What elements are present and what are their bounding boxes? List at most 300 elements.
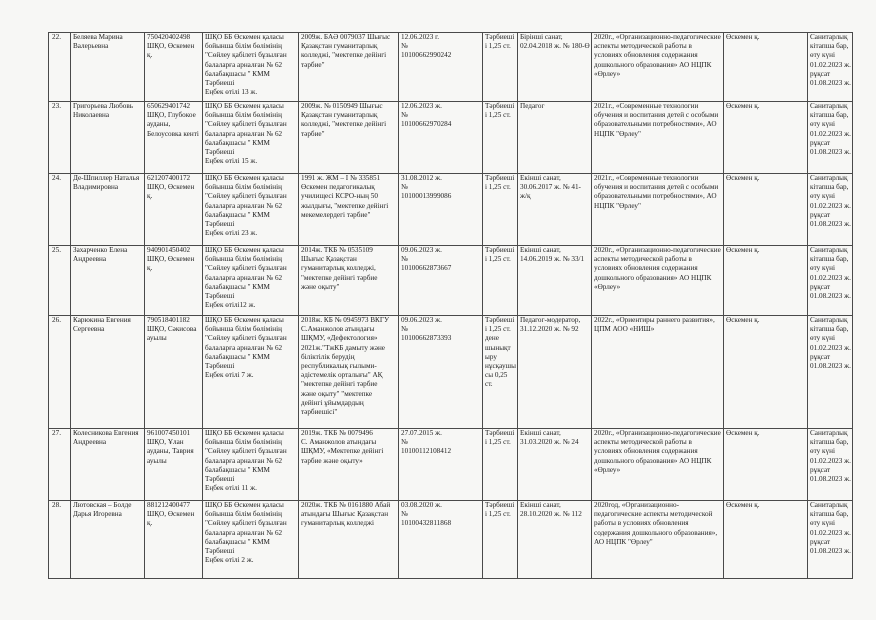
iin-address-cell bbox=[145, 316, 203, 429]
workplace-position-line: балабақшасы " КММ bbox=[205, 537, 270, 546]
education-diploma-line: училищесі КСРО-ның 50 bbox=[301, 192, 378, 201]
education-diploma-line: және оқыту" "мектепке bbox=[301, 389, 373, 398]
training-courses-cell bbox=[592, 501, 724, 579]
workplace-position-line: Еңбек өтілі 13 ж. bbox=[205, 88, 258, 97]
qualification-category-line: 30.06.2017 ж. № 41- bbox=[520, 183, 581, 192]
workplace-position-line: балабақшасы " КММ bbox=[205, 352, 270, 361]
workplace-position-line: бойынша білім бөлімінің bbox=[205, 510, 282, 519]
position-rate-line: і 1,25 ст. bbox=[485, 510, 511, 519]
education-diploma-line: тәрбие" bbox=[301, 60, 325, 69]
city-cell bbox=[724, 246, 808, 316]
workplace-position-line: Еңбек өтілі 23 ж. bbox=[205, 229, 258, 238]
training-courses-line: НЦПК "Өрлеу" bbox=[594, 129, 641, 138]
certificate-line: 10100432811868 bbox=[401, 519, 452, 528]
education-diploma-line: колледжі, "мектепке дейінгі bbox=[301, 51, 387, 60]
sanitary-record-line: Санитарлық bbox=[810, 33, 848, 41]
certificate-line: 10100013999086 bbox=[401, 192, 452, 201]
education-diploma-line: тәрбиешісі" bbox=[301, 408, 338, 417]
training-courses-line: условиях обновления содержания bbox=[594, 447, 698, 456]
training-courses-line: «Өрлеу» bbox=[594, 465, 621, 474]
employee-name-text: Де-Шпиллер Наталья Владимировна bbox=[73, 174, 140, 192]
employee-name-cell bbox=[71, 102, 145, 174]
certificate-line: 10100112108412 bbox=[401, 447, 452, 456]
iin-address-text: 790518401182 ШҚО, Сәкисова ауылы bbox=[147, 316, 197, 343]
education-diploma-line: Қазақстан гуманитарлық bbox=[301, 111, 378, 120]
position-rate-cell bbox=[483, 316, 518, 429]
sanitary-record-cell bbox=[808, 501, 853, 579]
position-rate-line: і 1,25 ст. bbox=[485, 111, 511, 120]
employee-name-text: Лютовская – Болде Дарья Игоревна bbox=[73, 501, 132, 519]
certificate-cell bbox=[399, 102, 483, 174]
workplace-position-cell bbox=[203, 102, 299, 174]
training-courses-line: ЦПМ АОО «НИШ» bbox=[594, 325, 655, 334]
workplace-position-line: балаларға арналған № 62 bbox=[205, 343, 283, 352]
workplace-position-line: "Сөйлеу қабілеті бұзылған bbox=[205, 51, 287, 60]
training-courses-line: аспекты методической работы в bbox=[594, 255, 692, 264]
training-courses-line: обучения и воспитания детей с особыми bbox=[594, 183, 719, 192]
education-diploma-line: біліктілік берудің bbox=[301, 352, 355, 361]
position-rate-line: Тәрбиеші bbox=[485, 316, 515, 324]
sanitary-record-line: өту күні bbox=[810, 334, 835, 343]
sanitary-record-line: рұқсат bbox=[810, 69, 831, 78]
workplace-position-line: "Сөйлеу қабілеті бұзылған bbox=[205, 264, 287, 273]
workplace-position-line: балаларға арналған № 62 bbox=[205, 129, 283, 138]
row-number-cell bbox=[49, 33, 71, 102]
education-diploma-line: жылдығы, "мектепке дейінгі bbox=[301, 201, 389, 210]
training-courses-line: 2020г., «Организационно-педагогические bbox=[594, 429, 721, 437]
workplace-position-line: бойынша білім бөлімінің bbox=[205, 42, 282, 51]
qualification-category-cell bbox=[518, 429, 592, 501]
workplace-position-line: ШҚО ББ Өскемен қаласы bbox=[205, 501, 284, 509]
workplace-position-line: "Сөйлеу қабілеті бұзылған bbox=[205, 192, 287, 201]
sanitary-record-line: 01.08.2023 ж. bbox=[810, 220, 851, 229]
certificate-line: 27.07.2015 ж. bbox=[401, 429, 442, 437]
certificate-cell bbox=[399, 246, 483, 316]
qualification-category-line: Педагог-модератор, bbox=[520, 316, 581, 324]
employee-name-cell bbox=[71, 246, 145, 316]
certificate-line: № bbox=[401, 111, 408, 120]
education-diploma-cell bbox=[299, 33, 399, 102]
row-number-cell bbox=[49, 501, 71, 579]
row-number-cell bbox=[49, 246, 71, 316]
sanitary-record-cell bbox=[808, 316, 853, 429]
iin-address-text: 621207400172 ШҚО, Өскемен қ. bbox=[147, 174, 195, 201]
table-row bbox=[49, 102, 853, 174]
training-courses-line: 2021г., «Современные технологии bbox=[594, 174, 699, 182]
sanitary-record-line: кітапша бар, bbox=[810, 255, 849, 264]
employee-name-cell bbox=[71, 316, 145, 429]
sanitary-record-line: 01.08.2023 ж. bbox=[810, 148, 851, 157]
position-rate-line: дене bbox=[485, 334, 499, 343]
qualification-category-cell bbox=[518, 316, 592, 429]
qualification-category-line: 31.12.2020 ж. № 92 bbox=[520, 325, 579, 334]
employee-name-text: Карюкина Евгения Сергеевна bbox=[73, 316, 131, 334]
training-courses-line: содержания дошкольного образования», bbox=[594, 528, 718, 537]
education-diploma-line: гуманитарлық колледжі, bbox=[301, 264, 376, 273]
sanitary-record-line: 01.02.2023 ж. bbox=[810, 528, 851, 537]
education-diploma-line: және оқыту" bbox=[301, 282, 340, 291]
sanitary-record-line: 01.08.2023 ж. bbox=[810, 292, 851, 301]
training-courses-cell bbox=[592, 174, 724, 246]
qualification-category-line: Педагог bbox=[520, 102, 545, 110]
education-diploma-line: Қазақстан гуманитарлық bbox=[301, 42, 378, 51]
sanitary-record-cell bbox=[808, 174, 853, 246]
table-row bbox=[49, 316, 853, 429]
sanitary-record-line: 01.08.2023 ж. bbox=[810, 475, 851, 484]
workplace-position-line: балаларға арналған № 62 bbox=[205, 201, 283, 210]
certificate-line: 09.06.2023 ж. bbox=[401, 246, 442, 254]
qualification-category-line: 28.10.2020 ж. № 112 bbox=[520, 510, 582, 519]
training-courses-line: 2022г., «Ориентиры раннего развития», bbox=[594, 316, 715, 324]
education-diploma-line: 2018ж. КБ № 0945973 ВКГУ bbox=[301, 316, 390, 324]
education-diploma-line: "мектепке дейінгі тәрбие bbox=[301, 273, 378, 282]
position-rate-cell bbox=[483, 246, 518, 316]
position-rate-line: і 1,25 ст. bbox=[485, 438, 511, 447]
workplace-position-line: ШҚО ББ Өскемен қаласы bbox=[205, 429, 284, 437]
iin-address-cell bbox=[145, 174, 203, 246]
workplace-position-cell bbox=[203, 316, 299, 429]
qualification-category-cell bbox=[518, 174, 592, 246]
sanitary-record-line: 01.02.2023 ж. bbox=[810, 129, 851, 138]
iin-address-text: 750420402498 ШҚО, Өскемен қ. bbox=[147, 33, 195, 60]
sanitary-record-cell bbox=[808, 246, 853, 316]
city-cell bbox=[724, 174, 808, 246]
workplace-position-line: балабақшасы " КММ bbox=[205, 465, 270, 474]
employee-name-cell bbox=[71, 174, 145, 246]
workplace-position-line: бойынша білім бөлімінің bbox=[205, 111, 282, 120]
sanitary-record-line: 01.02.2023 ж. bbox=[810, 456, 851, 465]
table-row bbox=[49, 246, 853, 316]
qualification-category-line: Екінші санат, bbox=[520, 501, 561, 509]
sanitary-record-line: 01.08.2023 ж. bbox=[810, 547, 851, 556]
workplace-position-line: Еңбек өтілі 2 ж. bbox=[205, 556, 254, 565]
training-courses-line: образовательными потребностями», АО bbox=[594, 192, 717, 201]
sanitary-record-line: рұқсат bbox=[810, 465, 831, 474]
sanitary-record-line: өту күні bbox=[810, 192, 835, 201]
sanitary-record-line: кітапша бар, bbox=[810, 111, 849, 120]
workplace-position-line: Еңбек өтілі12 ж. bbox=[205, 301, 256, 310]
row-number-text: 25. bbox=[52, 246, 61, 254]
sanitary-record-line: Санитарлық bbox=[810, 246, 848, 254]
employee-name-cell bbox=[71, 33, 145, 102]
sanitary-record-line: кітапша бар, bbox=[810, 510, 849, 519]
workplace-position-cell bbox=[203, 429, 299, 501]
certificate-line: № bbox=[401, 510, 408, 519]
workplace-position-line: Тәрбиеші bbox=[205, 148, 235, 157]
table-row bbox=[49, 174, 853, 246]
row-number-cell bbox=[49, 174, 71, 246]
certificate-line: 10100662873393 bbox=[401, 334, 452, 343]
sanitary-record-line: Санитарлық bbox=[810, 429, 848, 437]
position-rate-line: Тәрбиеші bbox=[485, 246, 515, 254]
training-courses-line: дошкольного образования» АО НЦПК bbox=[594, 456, 712, 465]
position-rate-cell bbox=[483, 429, 518, 501]
sanitary-record-line: рұқсат bbox=[810, 352, 831, 361]
sanitary-record-line: кітапша бар, bbox=[810, 325, 849, 334]
education-diploma-cell bbox=[299, 501, 399, 579]
education-diploma-line: 2020ж. ТКБ № 0161880 Абай bbox=[301, 501, 391, 509]
training-courses-line: образовательными потребностями», АО bbox=[594, 120, 717, 129]
education-diploma-line: республикалық ғылыми- bbox=[301, 362, 377, 371]
certificate-cell bbox=[399, 316, 483, 429]
sanitary-record-line: рұқсат bbox=[810, 537, 831, 546]
workplace-position-line: бойынша білім бөлімінің bbox=[205, 325, 282, 334]
sanitary-record-line: кітапша бар, bbox=[810, 183, 849, 192]
qualification-category-cell bbox=[518, 33, 592, 102]
workplace-position-cell bbox=[203, 246, 299, 316]
certificate-cell bbox=[399, 429, 483, 501]
sanitary-record-line: өту күні bbox=[810, 51, 835, 60]
workplace-position-line: Еңбек өтілі 7 ж. bbox=[205, 371, 254, 380]
iin-address-text: 881212400477 ШҚО, Өскемен қ. bbox=[147, 501, 195, 528]
certificate-line: 09.06.2023 ж. bbox=[401, 316, 442, 324]
qualification-category-line: Екінші санат, bbox=[520, 174, 561, 182]
certificate-line: № bbox=[401, 183, 408, 192]
workplace-position-line: Еңбек өтілі 15 ж. bbox=[205, 157, 258, 166]
training-courses-line: педагогические аспекты методической bbox=[594, 510, 713, 519]
iin-address-cell bbox=[145, 33, 203, 102]
education-diploma-line: 2021ж."ТжКБ дамыту және bbox=[301, 343, 386, 352]
qualification-category-line: Екінші санат, bbox=[520, 246, 561, 254]
training-courses-line: АО НЦПК "Өрлеу" bbox=[594, 537, 653, 546]
iin-address-text: 650629401742 ШҚО, Глубокое ауданы, Белоусовка кенті bbox=[147, 102, 199, 138]
workplace-position-cell bbox=[203, 174, 299, 246]
position-rate-line: Тәрбиеші bbox=[485, 429, 515, 437]
education-diploma-cell bbox=[299, 429, 399, 501]
education-diploma-line: тәрбие және оқыту» bbox=[301, 456, 363, 465]
qualification-category-line: 31.03.2020 ж. № 24 bbox=[520, 438, 579, 447]
sanitary-record-line: 01.08.2023 ж. bbox=[810, 79, 851, 88]
employee-name-text: Григорьева Любовь Николаевна bbox=[73, 102, 134, 120]
qualification-category-line: 14.06.2019 ж. № 33/1 bbox=[520, 255, 585, 264]
position-rate-line: і 1,25 ст. bbox=[485, 255, 511, 264]
training-courses-cell bbox=[592, 33, 724, 102]
training-courses-line: «Өрлеу» bbox=[594, 282, 621, 291]
position-rate-cell bbox=[483, 174, 518, 246]
certificate-line: 31.08.2012 ж. bbox=[401, 174, 442, 182]
sanitary-record-line: 01.02.2023 ж. bbox=[810, 201, 851, 210]
workplace-position-line: "Сөйлеу қабілеті бұзылған bbox=[205, 120, 287, 129]
sanitary-record-line: Санитарлық bbox=[810, 501, 848, 509]
certificate-line: 10100662970284 bbox=[401, 120, 452, 129]
position-rate-line: ыру bbox=[485, 352, 497, 361]
training-courses-line: «Өрлеу» bbox=[594, 69, 621, 78]
training-courses-cell bbox=[592, 429, 724, 501]
qualification-category-line: ж/қ bbox=[520, 192, 531, 201]
certificate-line: № bbox=[401, 255, 408, 264]
position-rate-cell bbox=[483, 33, 518, 102]
training-courses-line: работы в условиях обновления bbox=[594, 519, 689, 528]
city-text: Өскемен қ. bbox=[726, 102, 760, 110]
position-rate-line: нұсқаушы bbox=[485, 362, 516, 371]
iin-address-text: 961007450101 ШҚО, Ұлан ауданы, Таврия ауылы bbox=[147, 429, 194, 465]
row-number-cell bbox=[49, 429, 71, 501]
sanitary-record-line: Санитарлық bbox=[810, 102, 848, 110]
certificate-line: № bbox=[401, 325, 408, 334]
workplace-position-line: балабақшасы " КММ bbox=[205, 282, 270, 291]
education-diploma-line: гуманитарлық колледжі bbox=[301, 519, 374, 528]
row-number-text: 23. bbox=[52, 102, 61, 110]
education-diploma-line: 2009ж. БАӘ 0079037 Шығыс bbox=[301, 33, 391, 41]
workplace-position-line: ШҚО ББ Өскемен қаласы bbox=[205, 102, 284, 110]
table-row bbox=[49, 33, 853, 102]
sanitary-record-line: 01.02.2023 ж. bbox=[810, 273, 851, 282]
position-rate-line: Тәрбиеші bbox=[485, 33, 515, 41]
city-text: Өскемен қ. bbox=[726, 246, 760, 254]
education-diploma-cell bbox=[299, 174, 399, 246]
education-diploma-line: 2019ж. ТКБ № 0079496 bbox=[301, 429, 373, 437]
workplace-position-line: Тәрбиеші bbox=[205, 220, 235, 229]
qualification-category-line: Бірінші санат, bbox=[520, 33, 563, 41]
employee-name-text: Колесникова Евгения Андреевна bbox=[73, 429, 139, 447]
row-number-cell bbox=[49, 316, 71, 429]
position-rate-line: Тәрбиеші bbox=[485, 102, 515, 110]
city-text: Өскемен қ. bbox=[726, 174, 760, 182]
workplace-position-line: бойынша білім бөлімінің bbox=[205, 438, 282, 447]
position-rate-line: ст. bbox=[485, 380, 493, 389]
sanitary-record-line: Санитарлық bbox=[810, 316, 848, 324]
employee-name-cell bbox=[71, 501, 145, 579]
city-cell bbox=[724, 33, 808, 102]
education-diploma-cell bbox=[299, 316, 399, 429]
sanitary-record-line: рұқсат bbox=[810, 210, 831, 219]
training-courses-line: аспекты методической работы в bbox=[594, 438, 692, 447]
training-courses-line: 2020г., «Организационно-педагогические bbox=[594, 246, 721, 254]
workplace-position-line: Тәрбиеші bbox=[205, 475, 235, 484]
position-rate-line: Тәрбиеші bbox=[485, 174, 515, 182]
sanitary-record-line: рұқсат bbox=[810, 282, 831, 291]
workplace-position-cell bbox=[203, 501, 299, 579]
education-diploma-line: мекемелердегі тәрбие" bbox=[301, 210, 371, 219]
row-number-text: 26. bbox=[52, 316, 61, 324]
training-courses-line: обучения и воспитания детей с особыми bbox=[594, 111, 719, 120]
staff-table-body bbox=[49, 33, 853, 579]
row-number-text: 24. bbox=[52, 174, 61, 182]
workplace-position-line: ШҚО ББ Өскемен қаласы bbox=[205, 174, 284, 182]
employee-name-text: Захарченко Елена Андреевна bbox=[73, 246, 128, 264]
employee-name-cell bbox=[71, 429, 145, 501]
sanitary-record-line: өту күні bbox=[810, 120, 835, 129]
iin-address-text: 940901450402 ШҚО, Өскемен қ. bbox=[147, 246, 195, 273]
iin-address-cell bbox=[145, 246, 203, 316]
city-cell bbox=[724, 501, 808, 579]
certificate-line: 12.06.2023 г. bbox=[401, 33, 440, 41]
training-courses-line: 2020г., «Организационно-педагогические bbox=[594, 33, 721, 41]
qualification-category-line: 02.04.2018 ж. № 180-Ө bbox=[520, 42, 590, 51]
workplace-position-line: балабақшасы " КММ bbox=[205, 138, 270, 147]
workplace-position-line: балабақшасы " КММ bbox=[205, 210, 270, 219]
city-text: Өскемен қ. bbox=[726, 501, 760, 509]
sanitary-record-line: 01.02.2023 ж. bbox=[810, 60, 851, 69]
city-cell bbox=[724, 429, 808, 501]
sanitary-record-line: рұқсат bbox=[810, 138, 831, 147]
workplace-position-line: Тәрбиеші bbox=[205, 79, 235, 88]
workplace-position-line: Тәрбиеші bbox=[205, 547, 235, 556]
sanitary-record-line: кітапша бар, bbox=[810, 42, 849, 51]
workplace-position-line: Тәрбиеші bbox=[205, 362, 235, 371]
iin-address-cell bbox=[145, 501, 203, 579]
sanitary-record-cell bbox=[808, 102, 853, 174]
workplace-position-line: Тәрбиеші bbox=[205, 292, 235, 301]
certificate-cell bbox=[399, 33, 483, 102]
table-row bbox=[49, 429, 853, 501]
education-diploma-line: дейінгі ұйымдардың bbox=[301, 398, 364, 407]
position-rate-line: сы 0,25 bbox=[485, 371, 508, 380]
sanitary-record-cell bbox=[808, 33, 853, 102]
position-rate-line: і 1,25 ст. bbox=[485, 42, 511, 51]
workplace-position-line: ШҚО ББ Өскемен қаласы bbox=[205, 33, 284, 41]
workplace-position-line: балаларға арналған № 62 bbox=[205, 273, 283, 282]
education-diploma-line: С. Аманжолов атындағы bbox=[301, 438, 377, 447]
sanitary-record-line: Санитарлық bbox=[810, 174, 848, 182]
certificate-line: 10100662873667 bbox=[401, 264, 452, 273]
training-courses-line: 2020год, «Организационно- bbox=[594, 501, 679, 509]
workplace-position-cell bbox=[203, 33, 299, 102]
education-diploma-line: Шығыс Қазақстан bbox=[301, 255, 357, 264]
city-cell bbox=[724, 316, 808, 429]
education-diploma-line: колледжі, "мектепке дейінгі bbox=[301, 120, 387, 129]
position-rate-cell bbox=[483, 102, 518, 174]
position-rate-line: шынықт bbox=[485, 343, 511, 352]
education-diploma-line: тәрбие" bbox=[301, 129, 325, 138]
workplace-position-line: бойынша білім бөлімінің bbox=[205, 255, 282, 264]
row-number-text: 28. bbox=[52, 501, 61, 509]
row-number-text: 22. bbox=[52, 33, 61, 41]
qualification-category-line: Екінші санат, bbox=[520, 429, 561, 437]
education-diploma-line: 1991 ж. ЖМ – І № 335851 bbox=[301, 174, 381, 182]
training-courses-line: условиях обновления содержания bbox=[594, 51, 698, 60]
education-diploma-line: ШҚМУ, «Дефектология» bbox=[301, 334, 378, 343]
workplace-position-line: балаларға арналған № 62 bbox=[205, 60, 283, 69]
qualification-category-cell bbox=[518, 501, 592, 579]
education-diploma-line: 2009ж. № 0150949 Шығыс bbox=[301, 102, 383, 110]
workplace-position-line: ШҚО ББ Өскемен қаласы bbox=[205, 316, 284, 324]
training-courses-line: дошкольного образования» АО НЦПК bbox=[594, 60, 712, 69]
training-courses-line: дошкольного образования» АО НЦПК bbox=[594, 273, 712, 282]
certificate-line: 12.06.2023 ж. bbox=[401, 102, 442, 110]
workplace-position-line: ШҚО ББ Өскемен қаласы bbox=[205, 246, 284, 254]
education-diploma-line: Өскемен педагогикалық bbox=[301, 183, 375, 192]
row-number-text: 27. bbox=[52, 429, 61, 437]
training-courses-line: условиях обновления содержания bbox=[594, 264, 698, 273]
sanitary-record-line: өту күні bbox=[810, 447, 835, 456]
certificate-line: 03.08.2020 ж. bbox=[401, 501, 442, 509]
sanitary-record-line: 01.02.2023 ж. bbox=[810, 343, 851, 352]
training-courses-cell bbox=[592, 316, 724, 429]
position-rate-line: і 1,25 ст. bbox=[485, 183, 511, 192]
certificate-line: № bbox=[401, 42, 408, 51]
sanitary-record-line: өту күні bbox=[810, 264, 835, 273]
certificate-cell bbox=[399, 501, 483, 579]
city-cell bbox=[724, 102, 808, 174]
position-rate-line: Тәрбиеші bbox=[485, 501, 515, 509]
workplace-position-line: балаларға арналған № 62 bbox=[205, 456, 283, 465]
workplace-position-line: Еңбек өтілі 11 ж. bbox=[205, 484, 257, 493]
education-diploma-line: "мектепке дейінгі тәрбие bbox=[301, 380, 378, 389]
education-diploma-line: 2014ж. ТКБ № 0535109 bbox=[301, 246, 373, 254]
sanitary-record-line: кітапша бар, bbox=[810, 438, 849, 447]
certificate-line: № bbox=[401, 438, 408, 447]
iin-address-cell bbox=[145, 102, 203, 174]
employee-name-text: Беляева Марина Валерьевна bbox=[73, 33, 123, 51]
workplace-position-line: "Сөйлеу қабілеті бұзылған bbox=[205, 334, 287, 343]
qualification-category-cell bbox=[518, 246, 592, 316]
training-courses-line: 2021г., «Современные технологии bbox=[594, 102, 699, 110]
sanitary-record-line: өту күні bbox=[810, 519, 835, 528]
training-courses-line: НЦПК "Өрлеу" bbox=[594, 201, 641, 210]
sanitary-record-line: 01.08.2023 ж. bbox=[810, 362, 851, 371]
row-number-cell bbox=[49, 102, 71, 174]
